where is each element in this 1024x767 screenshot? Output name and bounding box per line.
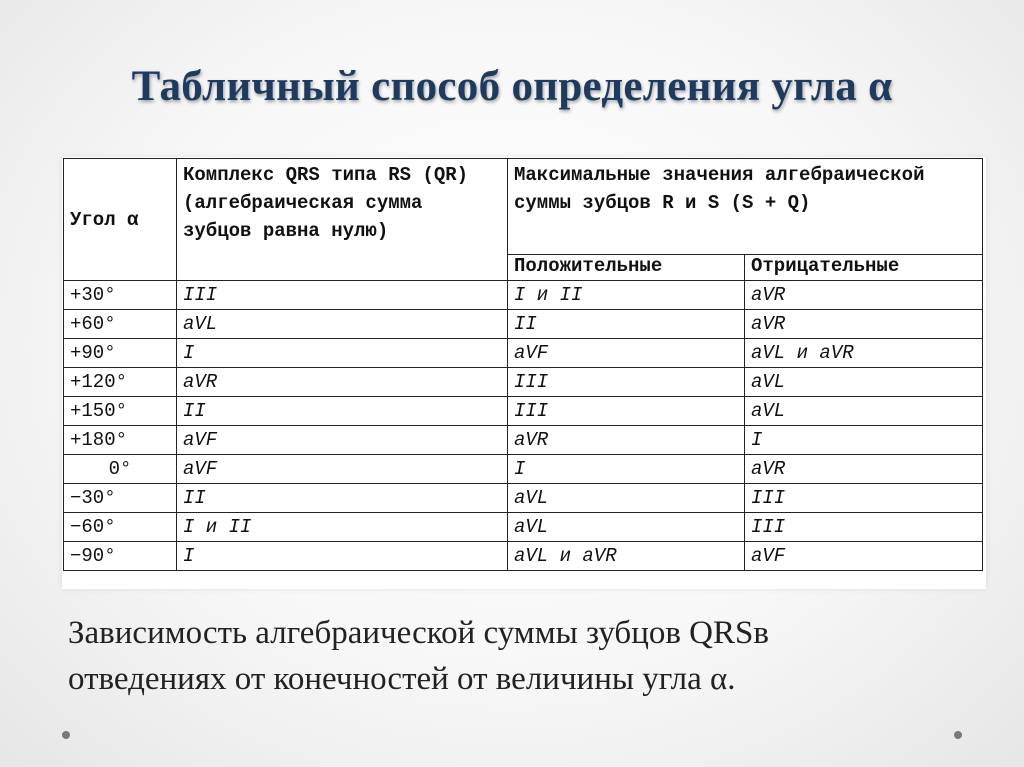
angle-table-container <box>62 157 986 589</box>
table-row <box>64 339 983 368</box>
cell-angle: +180° <box>64 426 177 455</box>
cell-angle: −90° <box>64 542 177 571</box>
cell-qrs: II <box>177 397 508 426</box>
cell-negative: aVR <box>745 310 983 339</box>
cell-positive: I и II <box>508 281 745 310</box>
cell-negative: III <box>745 513 983 542</box>
cell-qrs: II <box>177 484 508 513</box>
header-positive: Положительные <box>508 255 745 281</box>
cell-positive: aVL <box>508 484 745 513</box>
caption-line-2: отведениях от конечностей от величины угла α. <box>68 661 736 697</box>
cell-negative: aVL <box>745 397 983 426</box>
table-row <box>64 484 983 513</box>
cell-qrs: III <box>177 281 508 310</box>
header-max-values: Максимальные значения алгебраической суммы зубцов R и S (S + Q) <box>508 159 983 255</box>
table-row <box>64 426 983 455</box>
table-row <box>64 513 983 542</box>
cell-positive: I <box>508 455 745 484</box>
cell-positive: II <box>508 310 745 339</box>
cell-negative: I <box>745 426 983 455</box>
cell-positive: aVL <box>508 513 745 542</box>
cell-negative: aVR <box>745 455 983 484</box>
slide-title: Табличный способ определения угла α <box>131 63 893 110</box>
cell-angle: +60° <box>64 310 177 339</box>
header-negative: Отрицательные <box>745 255 983 281</box>
cell-angle: 0° <box>64 455 177 484</box>
angle-table <box>63 158 983 571</box>
cell-negative: aVL и aVR <box>745 339 983 368</box>
cell-angle: +120° <box>64 368 177 397</box>
header-qrs: Комплекс QRS типа RS (QR) (алгебраическая сумма зубцов равна нулю) <box>177 159 508 281</box>
slide-corner-dot-left <box>62 731 70 739</box>
cell-angle: −60° <box>64 513 177 542</box>
table-row <box>64 281 983 310</box>
cell-qrs: aVL <box>177 310 508 339</box>
cell-angle: +30° <box>64 281 177 310</box>
cell-angle: −30° <box>64 484 177 513</box>
cell-angle: +150° <box>64 397 177 426</box>
cell-positive: aVF <box>508 339 745 368</box>
cell-qrs: I <box>177 542 508 571</box>
header-angle: Угол α <box>64 159 177 281</box>
caption-line-1: Зависимость алгебраической суммы зубцов QRSв <box>68 615 769 651</box>
table-row <box>64 368 983 397</box>
cell-positive: aVL и aVR <box>508 542 745 571</box>
table-row <box>64 455 983 484</box>
slide-corner-dot-right <box>954 731 962 739</box>
cell-positive: III <box>508 397 745 426</box>
slide-caption <box>68 610 968 702</box>
cell-qrs: aVF <box>177 455 508 484</box>
cell-negative: aVF <box>745 542 983 571</box>
cell-qrs: I <box>177 339 508 368</box>
cell-positive: aVR <box>508 426 745 455</box>
table-row <box>64 310 983 339</box>
table-row <box>64 397 983 426</box>
cell-negative: aVL <box>745 368 983 397</box>
cell-angle: +90° <box>64 339 177 368</box>
cell-qrs: aVF <box>177 426 508 455</box>
cell-qrs: aVR <box>177 368 508 397</box>
cell-negative: III <box>745 484 983 513</box>
cell-positive: III <box>508 368 745 397</box>
cell-qrs: I и II <box>177 513 508 542</box>
table-body <box>64 281 983 571</box>
table-row <box>64 542 983 571</box>
cell-negative: aVR <box>745 281 983 310</box>
